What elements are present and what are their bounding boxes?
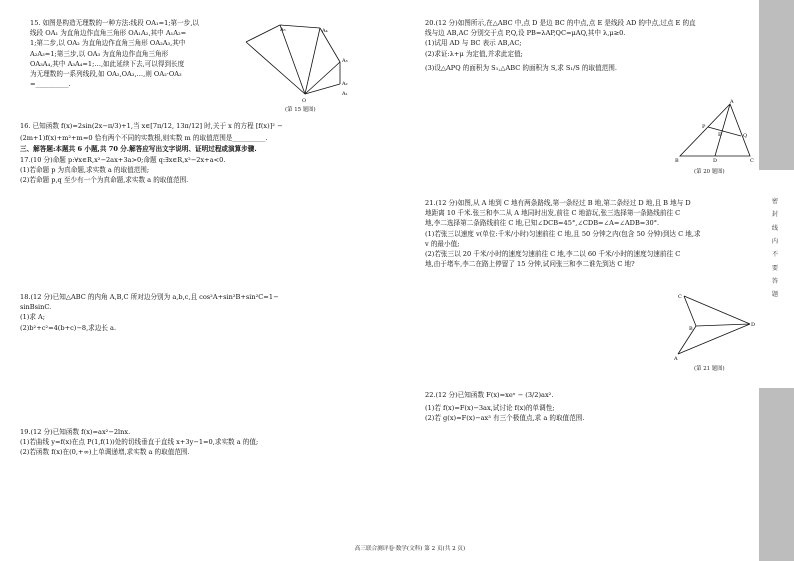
q16-line: 16. 已知函数 f(x)=2sin(2x−π/3)+1,当 x∈[7π/12, 13π/12] 时,关于 x 的方程 [f(x)]² − [20,122,283,130]
q19-line: 19.(12 分)已知函数 f(x)=ax²−2lnx. [20,428,131,436]
section-heading: 三、解答题:本题共 6 小题,共 70 分.解答应写出文字说明、证明过程或演算步骤. [20,145,257,154]
q18-line: (2)b²+c²=4(b+c)−8,求边长 a. [20,323,117,332]
q15-line: OA₃A₄,其中 A₃A₄=1;…,如此延续下去,可以得到长度 [30,59,185,68]
binding-margin [759,0,794,561]
q21-line: 地距离 10 千米.张三和李二从 A 地同时出发,前往 C 地游玩,张三选择第一条路线前往 C [425,209,681,218]
q15-line: 为无理数的一系列线段,如 OA₂,OA₃,…,则 OA₂·OA₃ [30,70,182,79]
seal-char: 内 [771,237,779,245]
seal-char: 不 [771,251,779,259]
q21-line: v 的最小值; [425,239,460,248]
left-column-lower [20,121,388,185]
fig21-label: D [751,322,756,328]
fig21-label: B [689,326,693,332]
figure-20-caption: (第 20 题图) [694,169,725,175]
fig15-label: A₅ [280,27,286,33]
fig20-label: Q [743,133,748,139]
q20-line: (2)求证:λ+μ 为定值,并求此定值; [425,49,523,58]
q17-line: (1)若命题 p 为真命题,求实数 a 的取值范围; [20,165,150,174]
fig15-label: A₁ [342,91,348,97]
figure-15 [240,22,365,104]
fig21-label: A [674,356,678,362]
figure-21-caption: (第 21 题图) [694,366,725,372]
figure-15-caption: (第 15 题图) [285,107,316,113]
page-footer: 高三联合测评卷·数学(文科) 第 2 页(共 2 页) [354,546,466,552]
fig21-label: C [678,294,682,300]
q21-line: 地,由于堵车,李二在路上停留了 15 分钟,试问张三和李二谁先到达 C 地? [425,260,635,269]
fig15-label: O [302,98,307,104]
q18-line: 18.(12 分)已知△ABC 的内角 A,B,C 所对边分别为 a,b,c,且 cos²A+sin²B+sin²C=1− [20,293,279,301]
seal-notice [768,195,782,302]
q18-line: (1)求 A; [20,313,46,322]
margin-bar-top [759,0,794,170]
question-22 [425,390,755,424]
seal-char: 封 [771,211,779,219]
fig20-label: P [702,124,706,130]
question-20 [425,18,755,73]
fig20-label: D [713,158,718,164]
q15-line: 1;第二步,以 OA₂ 为直角边作直角三角形 OA₂A₃,其中 [30,39,186,48]
seal-char: 题 [771,291,779,299]
q22-line: (2)若 g(x)=F(x)−ax³ 有三个极值点,求 a 的取值范围. [425,414,585,423]
fig20-label: A [730,99,734,105]
question-15 [30,18,275,90]
q20-line: (3)设△APQ 的面积为 S₁,△ABC 的面积为 S,求 S₁/S 的取值范围. [425,63,617,72]
q18-line: sinBsinC. [20,303,52,312]
margin-bar-bottom [759,388,794,561]
fig20-label: C [750,158,754,164]
q15-line: 15. 如图是构造无理数的一种方法:线段 OA₁=1;第一步,以 [30,19,200,27]
fig15-label: A₄ [322,28,328,34]
seal-char: 线 [771,224,779,232]
seal-char: 要 [771,264,779,272]
q19-line: (1)若曲线 y=f(x)在点 P(1,f(1))处的切线垂直于直线 x+3y−1=0,求实数 a 的值; [20,438,259,447]
fig20-label: E [718,132,722,138]
q20-line: (1)试用 AD 与 BC 表示 AB,AC; [425,39,522,48]
q17-line: 17.(10 分)命题 p:∀x∈R,x²−2ax+3a>0;命题 q:∃x∈R,x²−2x+a<0. [20,155,226,164]
question-18 [20,292,388,333]
fig15-label: A₂ [342,81,348,87]
q21-line: 地,李二选择第二条路线前往 C 地,已知∠DCB=45°,∠CDB=∠A=∠ADB=30°. [425,219,660,228]
figure-20 [672,96,760,164]
q21-line: (2)若张三以 20 千米/小时的速度匀速前往 C 地,李二以 60 千米/小时的速度匀速前往 C [425,250,681,259]
q22-line: 22.(12 分)已知函数 F(x)=xeˣ − (3/2)ax². [425,391,554,399]
q20-line: 20.(12 分)如图所示,在△ABC 中,点 D 是边 BC 的中点,点 E 是线段 AD 的中点,过点 E 的直 [425,19,696,27]
seal-char: 密 [771,198,779,205]
q17-line: (2)若命题 p,q 至少有一个为真命题,求实数 a 的取值范围. [20,176,189,185]
question-21 [425,198,757,270]
fig15-label: A₃ [342,58,348,64]
figure-21 [672,290,758,362]
q16-line: (2m+1)f(x)+m²+m=0 恰有两个不同的实数根,则实数 m 的取值范围是__________. [20,134,268,143]
q15-line: A₂A₃=1;第三步,以 OA₃ 为直角边作直角三角形 [30,49,169,58]
q22-line: (1)若 f(x)=F(x)−3ax,试讨论 f(x)的单调性; [425,404,555,413]
fig20-label: B [675,158,679,164]
q21-line: (1)若张三以速度 v(单位:千米/小时)匀速前往 C 地,且 50 分钟之内(包含 50 分钟)到达 C 地,求 [425,229,701,238]
q15-line: 线段 OA₁ 为直角边作直角三角形 OA₁A₂,其中 A₁A₂= [30,29,187,38]
q20-line: 线与边 AB,AC 分别交于点 P,Q,设 PB=λAP,QC=μAQ,其中 λ,μ≥0. [425,29,626,38]
q19-line: (2)若函数 f(x)在(0,+∞)上单调递增,求实数 a 的取值范围. [20,448,190,457]
q21-line: 21.(12 分)如图,从 A 地到 C 地有两条路线,第一条经过 B 地,第二条经过 D 地,且 B 地与 D [425,199,691,207]
seal-char: 答 [771,277,779,285]
question-19 [20,427,388,458]
q15-line: =__________. [30,80,71,89]
